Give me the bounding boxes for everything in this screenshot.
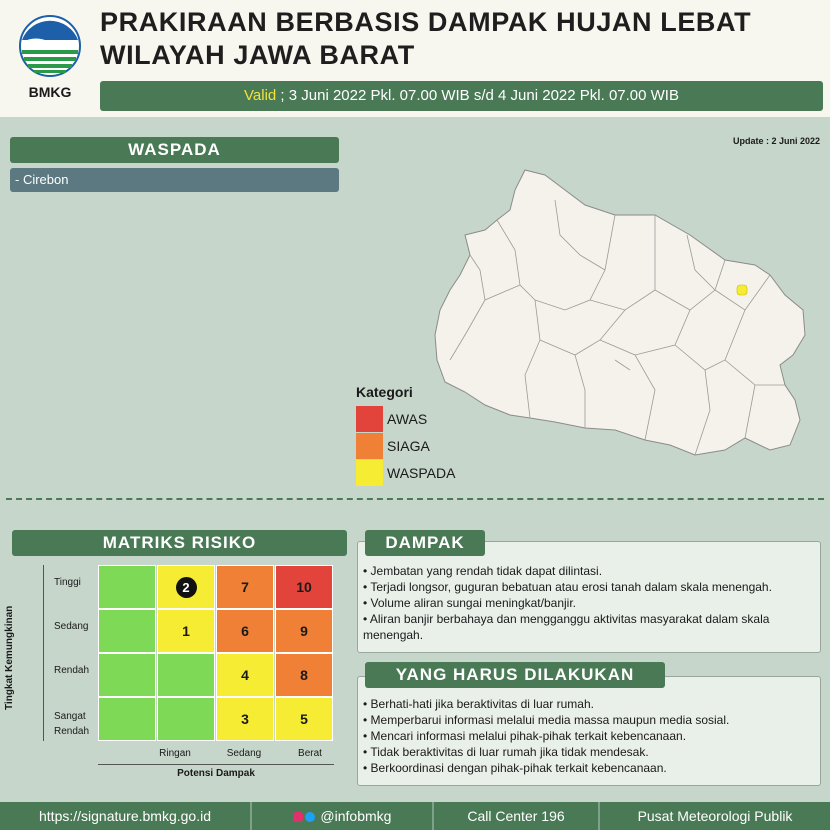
instagram-icon	[293, 812, 303, 822]
matrix-cell: 7	[216, 565, 274, 609]
social-handle-text: @infobmkg	[320, 808, 392, 824]
logo-text: BMKG	[28, 84, 72, 100]
matrix-heading: MATRIKS RISIKO	[12, 530, 347, 556]
legend-label: AWAS	[387, 411, 428, 427]
waspada-heading: WASPADA	[10, 137, 339, 163]
legend-label: SIAGA	[387, 438, 430, 454]
page-title	[100, 6, 751, 72]
row-label-tinggi: Tinggi	[54, 577, 81, 588]
valid-label: Valid	[244, 87, 277, 104]
x-axis-line	[98, 764, 334, 765]
row-label-sedang: Sedang	[54, 621, 89, 632]
legend-label: WASPADA	[387, 465, 456, 481]
todo-list	[363, 696, 815, 776]
website-link[interactable]: https://signature.bmkg.go.id	[39, 808, 211, 824]
twitter-icon	[305, 812, 315, 822]
matrix-cell: 8	[275, 653, 333, 697]
valid-period-text: ; 3 Juni 2022 Pkl. 07.00 WIB s/d 4 Juni 2022 Pkl. 07.00 WIB	[276, 87, 679, 104]
x-axis-title: Potensi Dampak	[177, 768, 255, 779]
matrix-cell	[98, 609, 156, 653]
region-list-item	[10, 168, 339, 192]
dampak-heading: DAMPAK	[365, 530, 485, 556]
list-item: • Mencari informasi melalui pihak-pihak terkait kebencanaan.	[363, 729, 687, 743]
matrix-cell	[98, 653, 156, 697]
matrix-cell	[98, 565, 156, 609]
update-date: Update : 2 Juni 2022	[732, 136, 820, 146]
list-item: • Terjadi longsor, guguran bebatuan atau erosi tanah dalam skala menengah.	[363, 580, 772, 594]
footer	[0, 802, 830, 830]
matrix-cell: 3	[216, 697, 274, 741]
list-item: • Berhati-hati jika beraktivitas di luar rumah.	[363, 697, 594, 711]
col-label-berat: Berat	[298, 748, 322, 759]
legend-swatch	[356, 433, 383, 459]
matrix-cell	[98, 697, 156, 741]
list-item: • Berkoordinasi dengan pihak-pihak terkait kebencanaan.	[363, 761, 667, 775]
risk-matrix	[98, 565, 334, 741]
matrix-cell: 1	[157, 609, 215, 653]
legend-swatch	[356, 460, 383, 486]
matrix-cell-highlighted	[157, 565, 215, 609]
call-center: Call Center 196	[467, 808, 565, 824]
matrix-cell	[157, 697, 215, 741]
list-item: • Jembatan yang rendah tidak dapat dilintasi.	[363, 564, 603, 578]
matrix-cell: 10	[275, 565, 333, 609]
organization-name: Pusat Meteorologi Publik	[637, 808, 793, 824]
matrix-cell: 6	[216, 609, 274, 653]
list-item: • Volume aliran sungai meningkat/banjir.	[363, 596, 576, 610]
legend-swatch	[356, 406, 383, 432]
matrix-cell: 4	[216, 653, 274, 697]
title-line-1: PRAKIRAAN BERBASIS DAMPAK HUJAN LEBAT	[100, 7, 752, 37]
valid-period-bar	[100, 81, 823, 111]
legend-title: Kategori	[356, 384, 413, 400]
col-label-sedang: Sedang	[226, 748, 262, 759]
region-name: - Cirebon	[15, 172, 69, 187]
list-item: • Aliran banjir berbahaya dan mengganggu aktivitas masyarakat dalam skala menengah.	[363, 612, 770, 642]
y-axis-title: Tingkat Kemungkinan	[4, 605, 15, 710]
row-label-rendah: Rendah	[54, 665, 90, 676]
list-item: • Tidak beraktivitas di luar rumah jika tidak mendesak.	[363, 745, 649, 759]
dampak-list	[363, 563, 815, 643]
todo-heading: YANG HARUS DILAKUKAN	[365, 662, 665, 688]
cirebon-highlight	[737, 285, 747, 295]
col-label-ringan: Ringan	[159, 748, 191, 759]
list-item: • Memperbarui informasi melalui media massa maupun media sosial.	[363, 713, 730, 727]
social-handle[interactable]	[252, 802, 432, 830]
matrix-cell	[157, 653, 215, 697]
title-line-2: WILAYAH JAWA BARAT	[100, 40, 415, 70]
highlight-marker: 2	[176, 577, 197, 598]
matrix-cell: 5	[275, 697, 333, 741]
west-java-map	[425, 160, 830, 460]
row-label-sangat-rendah: Sangat Rendah	[54, 711, 90, 737]
section-divider	[6, 498, 824, 500]
matrix-cell: 9	[275, 609, 333, 653]
y-axis-line	[43, 565, 44, 741]
